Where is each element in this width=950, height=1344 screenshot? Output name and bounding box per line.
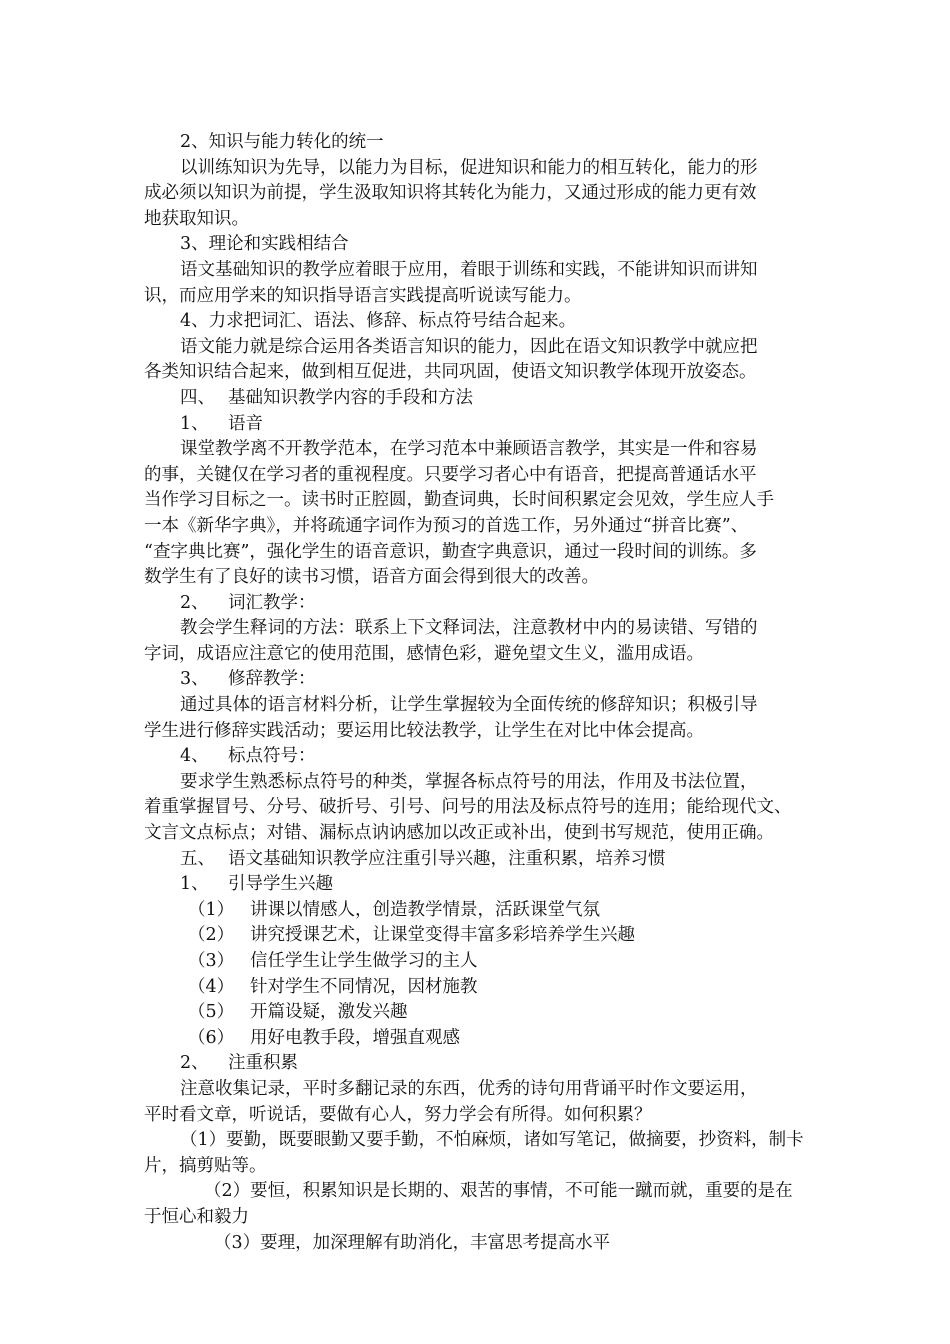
text-line: 要求学生熟悉标点符号的种类，掌握各标点符号的用法，作用及书法位置， bbox=[180, 771, 758, 792]
item-number: 3、 bbox=[180, 669, 209, 690]
list-item bbox=[144, 1000, 808, 1026]
subheading-accumulation bbox=[144, 1051, 808, 1077]
list-item-number: （6） bbox=[188, 1027, 235, 1048]
text-line: 平时看文章，听说话，要做有心人，努力学会有所得。如何积累？ bbox=[144, 1104, 652, 1125]
text-line: 课堂教学离不开教学范本，在学习范本中兼顾语言教学，其实是一件和容易 bbox=[180, 439, 758, 460]
list-item bbox=[144, 1026, 808, 1052]
text-line: 当作学习目标之一。读书时正腔圆，勤查词典，长时间积累定会见效，学生应人手 bbox=[144, 490, 774, 511]
list-item-number: （2） bbox=[188, 925, 235, 946]
item-number: 1、 bbox=[180, 413, 209, 434]
subheading-vocabulary bbox=[144, 591, 808, 617]
list-item-number: （1） bbox=[188, 899, 235, 920]
paragraph-2 bbox=[144, 156, 808, 233]
list-item bbox=[144, 923, 808, 949]
text-line: 的事，关键仅在学习者的重视程度。只要学习者心中有语音，把提高普通话水平 bbox=[144, 464, 757, 485]
text-line: 文言文点标点；对错、漏标点讷讷感加以改正或补出，使到书写规范，使用正确。 bbox=[144, 823, 774, 844]
text-line: 字词，成语应注意它的使用范围，感情色彩，避免望文生义，滥用成语。 bbox=[144, 643, 704, 664]
text-line: 语文基础知识的教学应着眼于应用，着眼于训练和实践，不能讲知识而讲知 bbox=[180, 259, 758, 280]
text-line: 地获取知识。 bbox=[144, 208, 249, 229]
interest-list bbox=[144, 898, 808, 1052]
text-line: 识，而应用学来的知识指导语言实践提高听说读写能力。 bbox=[144, 285, 582, 306]
text-line: （1）要勤，既要眼勤又要手勤，不怕麻烦，诸如写笔记，做摘要，抄资料，制卡 bbox=[180, 1130, 804, 1151]
subheading-phonetics bbox=[144, 412, 808, 438]
paragraph-3 bbox=[144, 258, 808, 309]
text-line: 教会学生释词的方法：联系上下文释词法，注意教材中内的易读错、写错的 bbox=[180, 618, 758, 639]
text-line: 注意收集记录，平时多翻记录的东西，优秀的诗句用背诵平时作文要运用， bbox=[180, 1078, 758, 1099]
section-5-heading bbox=[144, 847, 808, 873]
list-item bbox=[144, 898, 808, 924]
item-number: 2、 bbox=[180, 592, 209, 613]
section-title: 语文基础知识教学应注重引导兴趣，注重积累，培养习惯 bbox=[228, 848, 666, 869]
item-title: 词汇教学： bbox=[228, 592, 316, 613]
list-item-number: （3） bbox=[188, 951, 235, 971]
section-number: 四、 bbox=[180, 387, 215, 408]
item-number: 4、 bbox=[180, 746, 209, 767]
text-line: 于恒心和毅力 bbox=[144, 1206, 249, 1227]
paragraph-accumulation bbox=[144, 1077, 808, 1256]
section-4-heading bbox=[144, 386, 808, 412]
heading-2: 2、知识与能力转化的统一 bbox=[180, 132, 384, 152]
list-item bbox=[144, 949, 808, 975]
list-item bbox=[144, 975, 808, 1001]
list-item-text: 用好电教手段，增强直观感 bbox=[250, 1027, 460, 1048]
text-line: （3）要理，加深理解有助消化，丰富思考提高水平 bbox=[214, 1232, 611, 1253]
item-title: 注重积累 bbox=[228, 1053, 298, 1074]
section-title: 基础知识教学内容的手段和方法 bbox=[228, 387, 473, 408]
text-line: “查字典比赛”，强化学生的语音意识，勤查字典意识，通过一段时间的训练。多 bbox=[144, 541, 757, 562]
text-line: 片，搞剪贴等。 bbox=[144, 1155, 267, 1176]
list-item-number: （4） bbox=[188, 976, 235, 997]
list-item-text: 讲究授课艺术，让课堂变得丰富多彩培养学生兴趣 bbox=[250, 925, 635, 946]
heading-3: 3、理论和实践相结合 bbox=[180, 234, 349, 255]
text-line: 学生进行修辞实践活动；要运用比较法教学，让学生在对比中体会提高。 bbox=[144, 720, 704, 741]
list-item-number: （5） bbox=[188, 1002, 235, 1023]
item-title: 标点符号： bbox=[228, 746, 316, 767]
heading-4: 4、力求把词汇、语法、修辞、标点符号结合起来。 bbox=[180, 311, 577, 332]
subheading-interest bbox=[144, 872, 808, 898]
paragraph-4 bbox=[144, 335, 808, 386]
text-line: 着重掌握冒号、分号、破折号、引号、问号的用法及标点符号的连用；能给现代文、 bbox=[144, 797, 792, 818]
text-line: 语文能力就是综合运用各类语言知识的能力，因此在语文知识教学中就应把 bbox=[180, 336, 758, 357]
text-line: 成必须以知识为前提，学生汲取知识将其转化为能力，又通过形成的能力更有效 bbox=[144, 183, 757, 204]
item-title: 引导学生兴趣 bbox=[228, 874, 333, 895]
section-number: 五、 bbox=[180, 848, 215, 869]
text-line: 通过具体的语言材料分析，让学生掌握较为全面传统的修辞知识；积极引导 bbox=[180, 695, 758, 716]
item-title: 语音 bbox=[228, 413, 263, 434]
paragraph-vocabulary bbox=[144, 616, 808, 667]
subheading-punctuation bbox=[144, 744, 808, 770]
text-line: 一本《新华字典》，并将疏通字词作为预习的首选工作，另外通过“拼音比赛”、 bbox=[144, 515, 749, 536]
text-line: 以训练知识为先导，以能力为目标，促进知识和能力的相互转化，能力的形 bbox=[180, 157, 758, 178]
item-number: 2、 bbox=[180, 1053, 209, 1074]
text-line: 各类知识结合起来，做到相互促进，共同巩固，使语文知识教学体现开放姿态。 bbox=[144, 362, 757, 383]
text-line: 数学生有了良好的读书习惯，语音方面会得到很大的改善。 bbox=[144, 567, 599, 588]
paragraph-phonetics bbox=[144, 437, 808, 591]
text-line: （2）要恒，积累知识是长期的、艰苦的事情，不可能一蹴而就，重要的是在 bbox=[204, 1181, 793, 1202]
list-item-text: 针对学生不同情况，因材施教 bbox=[250, 976, 478, 997]
subheading-rhetoric bbox=[144, 667, 808, 693]
item-number: 1、 bbox=[180, 874, 209, 895]
paragraph-rhetoric bbox=[144, 693, 808, 744]
paragraph-punctuation bbox=[144, 770, 808, 847]
document-page bbox=[144, 130, 808, 1256]
list-item-text: 信任学生让学生做学习的主人 bbox=[250, 951, 478, 971]
list-item-text: 讲课以情感人，创造教学情景，活跃课堂气氛 bbox=[250, 899, 600, 920]
item-title: 修辞教学： bbox=[228, 669, 316, 690]
list-item-text: 开篇设疑，激发兴趣 bbox=[250, 1002, 408, 1023]
